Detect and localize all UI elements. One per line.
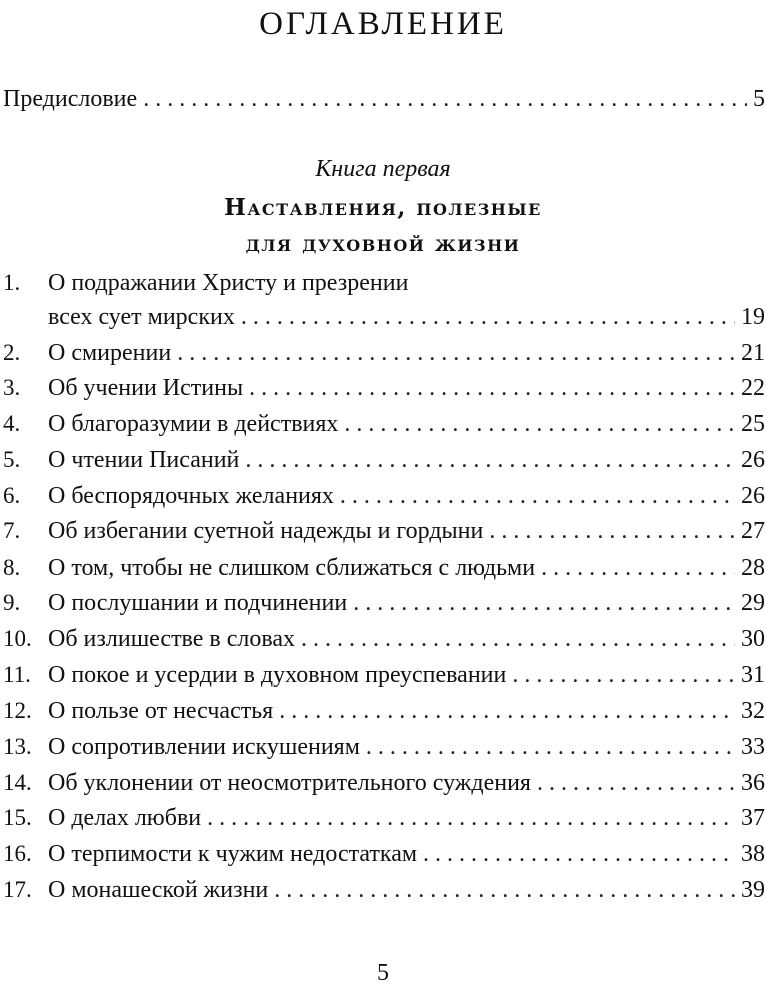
toc-entry-chapter-11 xyxy=(48,662,765,689)
toc-entry-label: О беспорядочных желаниях xyxy=(48,483,334,509)
toc-entry-page: 25 xyxy=(741,411,765,437)
toc-entry-page: 30 xyxy=(741,626,765,652)
page-number: 5 xyxy=(377,960,389,986)
toc-entry-page: 32 xyxy=(741,698,765,724)
chapter-number: 17. xyxy=(3,877,32,902)
dot-leader xyxy=(207,805,735,832)
page-title: ОГЛАВЛЕНИЕ xyxy=(259,6,507,42)
toc-entry-chapter-4 xyxy=(48,411,765,438)
toc-entry-page: 38 xyxy=(741,841,765,867)
toc-entry-label: О благоразумии в действиях xyxy=(48,411,339,437)
dot-leader xyxy=(489,518,735,545)
book-heading-line2: для духовной жизни xyxy=(245,230,521,257)
chapter-number: 16. xyxy=(3,841,32,866)
chapter-number: 13. xyxy=(3,734,32,759)
toc-entry-chapter-10 xyxy=(48,626,765,653)
toc-entry-chapter-13 xyxy=(48,734,765,761)
toc-entry-chapter-14 xyxy=(48,770,765,797)
chapter-number: 3. xyxy=(3,375,21,400)
chapter-number: 10. xyxy=(3,626,32,651)
toc-entry-chapter-7 xyxy=(48,518,765,545)
chapter-number: 4. xyxy=(3,411,21,436)
chapter-number: 2. xyxy=(3,340,21,365)
toc-entry-label: Об уклонении от неосмотрительного суждения xyxy=(48,770,531,796)
toc-entry-label: О покое и усердии в духовном преуспевании xyxy=(48,662,507,688)
toc-entry-label: О терпимости к чужим недостаткам xyxy=(48,841,418,867)
chapter-number: 12. xyxy=(3,698,32,723)
toc-entry-label: О том, чтобы не слишком сближаться с людьми xyxy=(48,555,536,581)
toc-entry-chapter-16 xyxy=(48,841,765,868)
book-heading-line1: Наставления, полезные xyxy=(224,194,542,221)
chapter-number: 9. xyxy=(3,590,21,615)
toc-entry-page: 39 xyxy=(741,877,765,903)
toc-entry-label: всех сует мирских xyxy=(48,304,235,330)
dot-leader xyxy=(177,340,735,367)
toc-entry-page: 37 xyxy=(741,805,765,831)
dot-leader xyxy=(143,86,747,113)
toc-entry-page: 31 xyxy=(741,662,765,688)
dot-leader xyxy=(340,483,735,510)
toc-entry-page: 36 xyxy=(741,770,765,796)
dot-leader xyxy=(245,447,735,474)
toc-entry-label: О монашеской жизни xyxy=(48,877,269,903)
toc-entry-label: Предисловие xyxy=(3,86,138,112)
dot-leader xyxy=(541,555,735,582)
toc-entry-chapter-1 xyxy=(48,304,765,331)
dot-leader xyxy=(301,626,735,653)
toc-entry-chapter-6 xyxy=(48,483,765,510)
toc-entry-label: Об избегании суетной надежды и гордыни xyxy=(48,518,484,544)
dot-leader xyxy=(366,734,735,761)
toc-entry-page: 28 xyxy=(741,555,765,581)
toc-entry-page: 33 xyxy=(741,734,765,760)
chapter-number: 15. xyxy=(3,805,32,830)
toc-entry-preface xyxy=(3,86,765,113)
toc-entry-page: 29 xyxy=(741,590,765,616)
toc-entry-chapter-9 xyxy=(48,590,765,617)
toc-entry-label: О чтении Писаний xyxy=(48,447,240,473)
dot-leader xyxy=(423,841,735,868)
book-label: Книга первая xyxy=(315,156,451,182)
toc-entry-chapter-8 xyxy=(48,555,765,582)
chapter-number: 5. xyxy=(3,447,21,472)
dot-leader xyxy=(537,770,735,797)
toc-entry-page: 22 xyxy=(741,375,765,401)
chapter-number: 8. xyxy=(3,555,21,580)
toc-entry-page: 21 xyxy=(741,340,765,366)
chapter-number: 11. xyxy=(3,662,31,687)
toc-entry-page: 26 xyxy=(741,447,765,473)
toc-entry-label: О пользе от несчастья xyxy=(48,698,274,724)
toc-entry-chapter-5 xyxy=(48,447,765,474)
toc-entry-label: О смирении xyxy=(48,340,172,366)
chapter-number: 7. xyxy=(3,518,21,543)
chapter-title-line1: О подражании Христу и презрении xyxy=(48,270,409,296)
chapter-number: 1. xyxy=(3,270,21,295)
toc-entry-label: Об учении Истины xyxy=(48,375,244,401)
dot-leader xyxy=(279,698,735,725)
toc-entry-page: 27 xyxy=(741,518,765,544)
dot-leader xyxy=(344,411,735,438)
dot-leader xyxy=(249,375,735,402)
dot-leader xyxy=(353,590,735,617)
toc-entry-label: О послушании и подчинении xyxy=(48,590,348,616)
toc-entry-chapter-3 xyxy=(48,375,765,402)
dot-leader xyxy=(274,877,735,904)
toc-entry-chapter-17 xyxy=(48,877,765,904)
toc-entry-label: Об излишестве в словах xyxy=(48,626,296,652)
dot-leader xyxy=(512,662,735,689)
toc-entry-label: О сопротивлении искушениям xyxy=(48,734,360,760)
toc-entry-page: 5 xyxy=(753,86,765,112)
toc-entry-page: 26 xyxy=(741,483,765,509)
chapter-number: 6. xyxy=(3,483,21,508)
toc-entry-label: О делах любви xyxy=(48,805,202,831)
toc-entry-chapter-2 xyxy=(48,340,765,367)
toc-entry-page: 19 xyxy=(741,304,765,330)
toc-entry-chapter-15 xyxy=(48,805,765,832)
chapter-number: 14. xyxy=(3,770,32,795)
dot-leader xyxy=(241,304,735,331)
toc-entry-chapter-12 xyxy=(48,698,765,725)
